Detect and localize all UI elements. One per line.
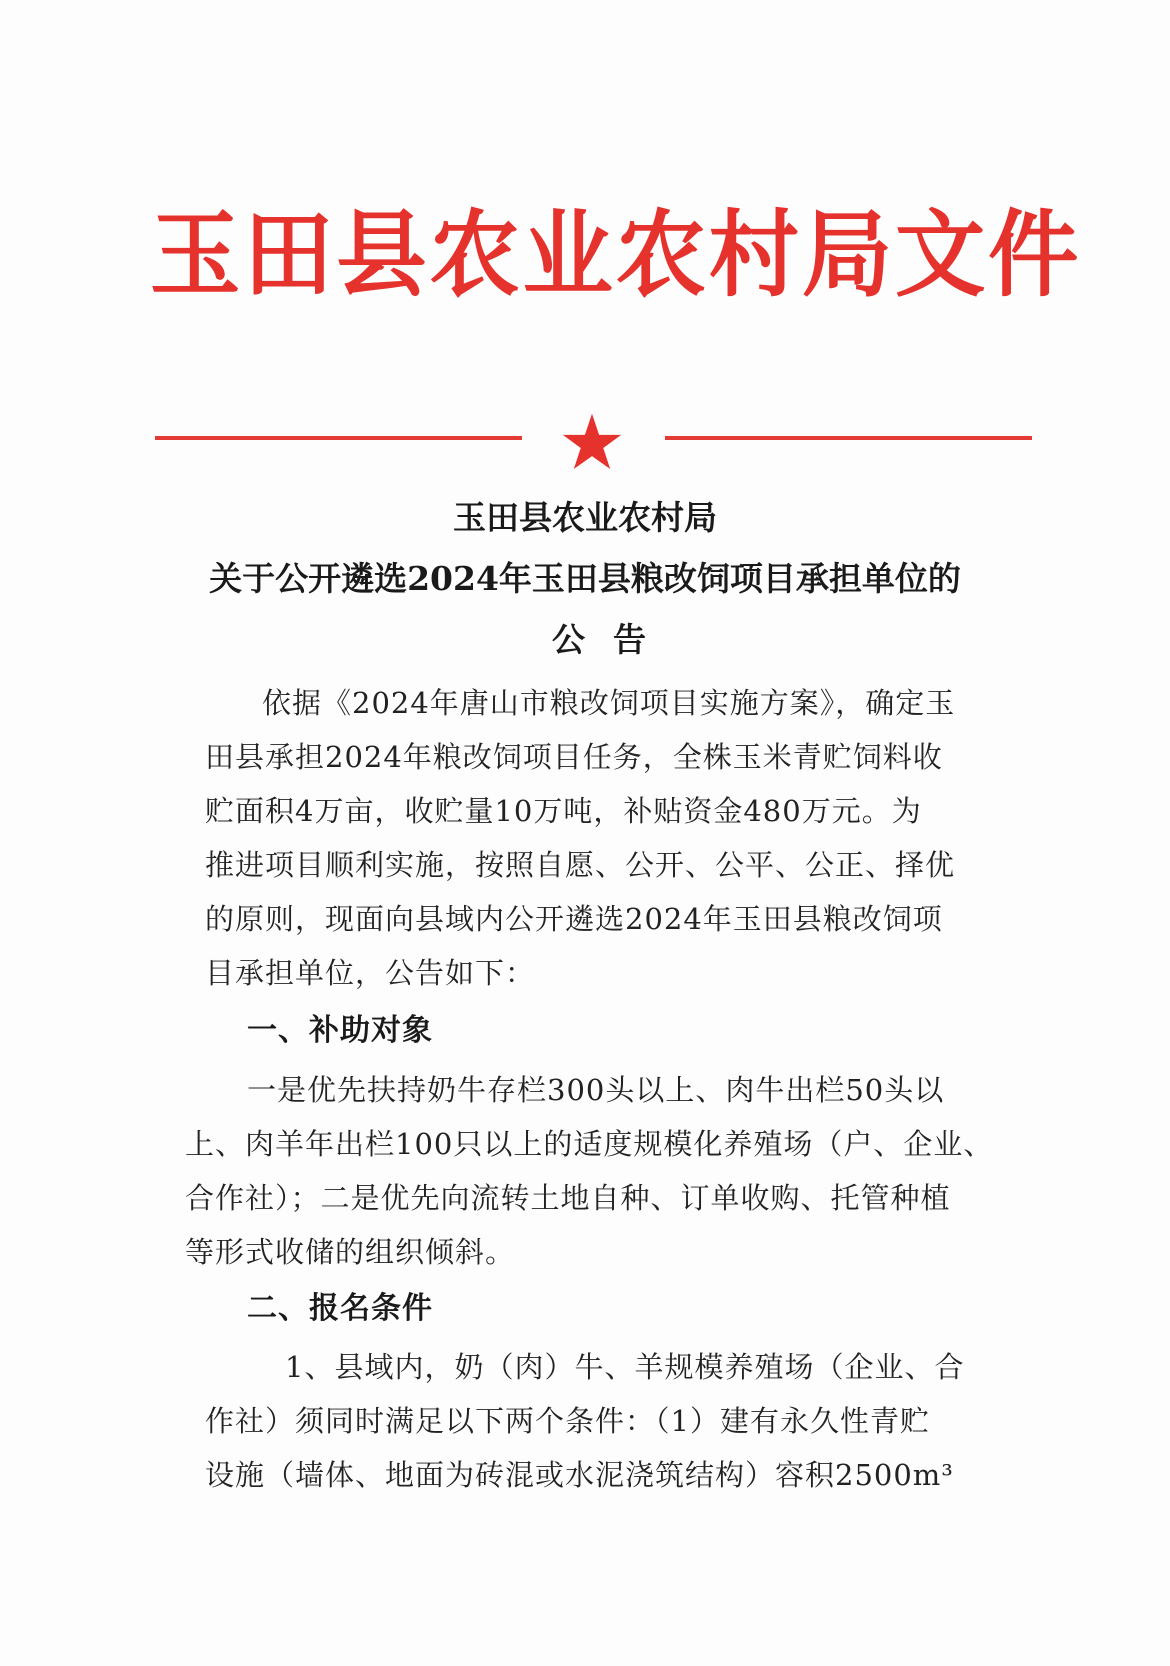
- title-announcement: 公告: [552, 620, 674, 659]
- intro-line-1: 依据《2024年唐山市粮改饲项目实施方案》，确定玉: [262, 686, 956, 720]
- intro-line-6: 目承担单位，公告如下：: [205, 956, 536, 990]
- red-rule-right: [665, 436, 1032, 440]
- section1-line-1: 一是优先扶持奶牛存栏300头以上、肉牛出栏50头以: [247, 1073, 945, 1107]
- section-heading-subsidy-targets: 一、补助对象: [247, 1013, 433, 1048]
- section-heading-requirements: 二、报名条件: [247, 1291, 433, 1326]
- red-star-icon: [562, 412, 622, 472]
- section2-line-1: 1、县域内，奶（肉）牛、羊规模养殖场（企业、合: [285, 1350, 965, 1384]
- intro-line-2: 田县承担2024年粮改饲项目任务，全株玉米青贮饲料收: [205, 740, 943, 774]
- section2-line-3: 设施（墙体、地面为砖混或水泥浇筑结构）容积2500m³: [205, 1458, 954, 1492]
- title-subject: 关于公开遴选2024年玉田县粮改饲项目承担单位的: [209, 559, 961, 598]
- section1-line-2: 上、肉羊年出栏100只以上的适度规模化养殖场（户、企业、: [185, 1127, 994, 1161]
- section2-line-2: 作社）须同时满足以下两个条件：（1）建有永久性青贮: [205, 1404, 930, 1438]
- section1-line-3: 合作社）；二是优先向流转土地自种、订单收购、托管种植: [185, 1181, 951, 1215]
- intro-line-3: 贮面积4万亩，收贮量10万吨，补贴资金480万元。为: [205, 794, 922, 828]
- title-issuer: 玉田县农业农村局: [453, 498, 717, 537]
- section1-line-4: 等形式收储的组织倾斜。: [185, 1235, 516, 1269]
- intro-line-4: 推进项目顺利实施，按照自愿、公开、公平、公正、择优: [205, 848, 956, 882]
- red-rule-left: [155, 436, 522, 440]
- issuer-masthead: 玉田县农业农村局文件: [150, 200, 1082, 310]
- intro-line-5: 的原则，现面向县域内公开遴选2024年玉田县粮改饲项: [205, 902, 943, 936]
